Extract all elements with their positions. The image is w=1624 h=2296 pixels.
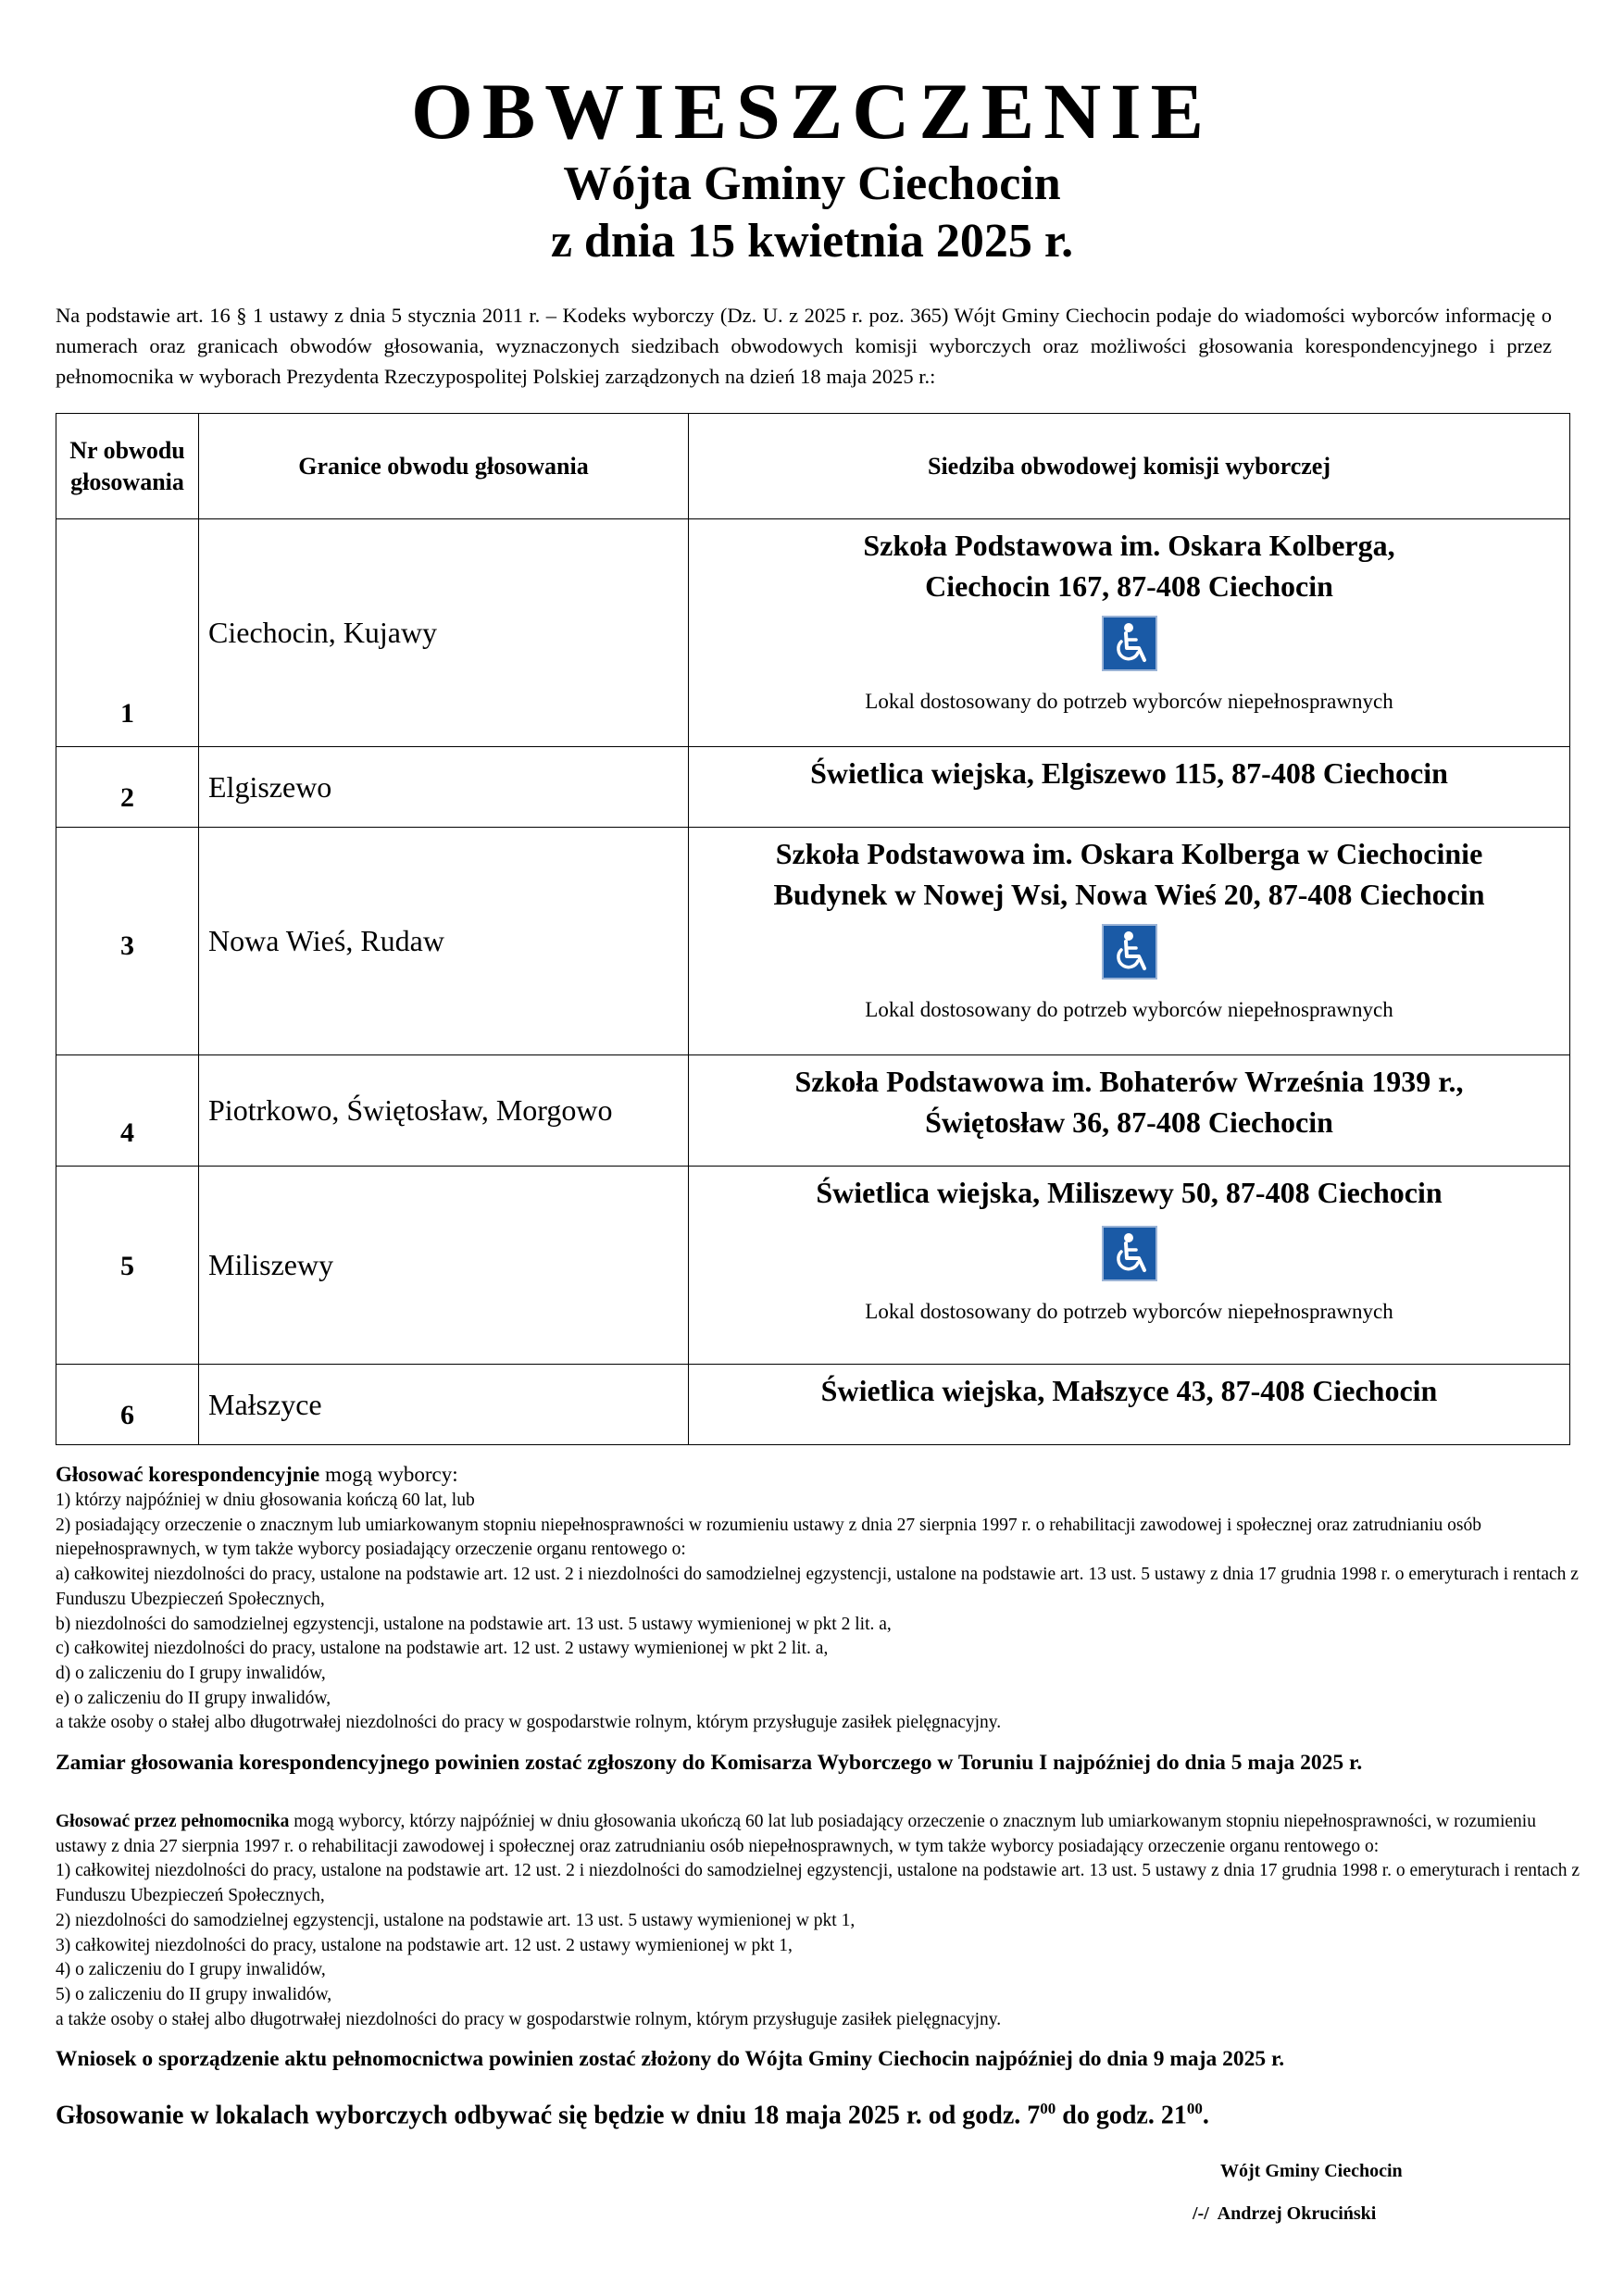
correspondence-line: 2) posiadający orzeczenie o znacznym lub umiarkowanym stopniu niepełnosprawności w rozumieniu ustawy z dnia 27 sierpnia 1997 r. o rehabilitacji zawodowej i społecznej oraz zatrudnianiu osób niepełnosprawnych, w tym także wyborcy posiadający orzeczenie organu rentowego o: <box>56 1515 1482 1560</box>
district-boundaries: Ciechocin, Kujawy <box>199 519 689 747</box>
correspondence-line: d) o zaliczeniu do I grupy inwalidów, <box>56 1663 326 1683</box>
accessibility-note: Lokal dostosowany do potrzeb wyborców niepełnosprawnych <box>865 690 1393 713</box>
district-number: 2 <box>56 747 199 828</box>
table-row <box>56 519 1570 747</box>
seat-name-line1: Szkoła Podstawowa im. Oskara Kolberga, <box>863 529 1395 562</box>
proxy-line: 1) całkowitej niezdolności do pracy, ustalone na podstawie art. 12 ust. 2 i niezdolności do samodzielnej egzystencji, ustalone na podstawie art. 13 ust. 5 ustawy z dnia 17 grudnia 1998 r. o emeryturach i rentach z Funduszu Ubezpieczeń Społecznych, <box>56 1861 1580 1906</box>
commission-seat <box>689 1365 1570 1445</box>
district-number: 4 <box>56 1055 199 1167</box>
proxy-lead: Głosować przez pełnomocnika mogą wyborcy, którzy najpóźniej w dniu głosowania ukończą 60 lat lub posiadający orzeczenie o znacznym lub umiarkowanym stopniu niepełnosprawności, w rozumieniu ustawy z dnia 27 sierpnia 1997 r. o rehabilitacji zawodowej i społecznej oraz zatrudnianiu osób niepełnosprawnych, w tym także wyborcy posiadający orzeczenie organu rentowego o: <box>56 1812 1536 1856</box>
accessibility-note: Lokal dostosowany do potrzeb wyborców niepełnosprawnych <box>865 998 1393 1021</box>
seat-name-line1: Szkoła Podstawowa im. Oskara Kolberga w Ciechocinie <box>775 837 1483 870</box>
correspondence-section <box>56 1461 1583 1776</box>
proxy-section <box>56 1810 1583 2072</box>
commission-seat <box>689 519 1570 747</box>
table-header-row <box>56 414 1570 519</box>
correspondence-line: b) niezdolności do samodzielnej egzystencji, ustalone na podstawie art. 13 ust. 5 ustawy wymienionej w pkt 2 lit. a, <box>56 1614 892 1634</box>
correspondence-line: a także osoby o stałej albo długotrwałej niezdolności do pracy w gospodarstwie rolnym, którym przysługuje zasiłek pielęgnacyjny. <box>56 1713 1002 1733</box>
correspondence-line: 1) którzy najpóźniej w dniu głosowania kończą 60 lat, lub <box>56 1491 475 1510</box>
correspondence-lead: Głosować korespondencyjnie mogą wyborcy: <box>56 1463 458 1486</box>
proxy-line: 3) całkowitej niezdolności do pracy, ustalone na podstawie art. 12 ust. 2 ustawy wymienionej w pkt 1, <box>56 1935 793 1955</box>
commission-seat <box>689 1055 1570 1167</box>
polling-districts-table <box>56 413 1570 1445</box>
seat-name-line2: Ciechocin 167, 87-408 Ciechocin <box>925 569 1333 603</box>
district-boundaries: Miliszewy <box>199 1167 689 1365</box>
header-nr-obwodu: Nr obwodu głosowania <box>56 414 199 519</box>
notice-date: z dnia 15 kwietnia 2025 r. <box>550 215 1074 268</box>
proxy-line: a także osoby o stałej albo długotrwałej niezdolności do pracy w gospodarstwie rolnym, którym przysługuje zasiłek pielęgnacyjny. <box>56 2009 1002 2029</box>
commission-seat <box>689 1167 1570 1365</box>
proxy-line: 4) o zaliczeniu do I grupy inwalidów, <box>56 1960 326 1980</box>
table-row <box>56 1365 1570 1445</box>
district-boundaries: Nowa Wieś, Rudaw <box>199 828 689 1055</box>
header-granice: Granice obwodu głosowania <box>199 414 689 519</box>
seat-name-line1: Świetlica wiejska, Elgiszewo 115, 87-408 Ciechocin <box>810 756 1448 790</box>
proxy-line: 2) niezdolności do samodzielnej egzystencji, ustalone na podstawie art. 13 ust. 5 ustawy wymienionej w pkt 1, <box>56 1910 856 1930</box>
proxy-line: 5) o zaliczeniu do II grupy inwalidów, <box>56 1984 332 2004</box>
notice-title: OBWIESZCZENIE <box>410 67 1214 156</box>
district-boundaries: Piotrkowo, Świętosław, Morgowo <box>199 1055 689 1167</box>
signature-role: Wójt Gminy Ciechocin <box>1220 2161 1403 2181</box>
seat-name-line2: Świętosław 36, 87-408 Ciechocin <box>925 1105 1333 1139</box>
seat-name-line1: Świetlica wiejska, Małszyce 43, 87-408 Ciechocin <box>820 1374 1438 1407</box>
seat-name-line1: Świetlica wiejska, Miliszewy 50, 87-408 Ciechocin <box>816 1176 1443 1209</box>
wheelchair-icon <box>1102 616 1157 671</box>
voting-hours: Głosowanie w lokalach wyborczych odbywać się będzie w dniu 18 maja 2025 r. od godz. $7^{00}$ do godz. $21^{00}$. <box>56 2100 1209 2130</box>
wheelchair-icon <box>1102 924 1157 980</box>
correspondence-line: c) całkowitej niezdolności do pracy, ustalone na podstawie art. 12 ust. 2 ustawy wymienionej w pkt 2 lit. a, <box>56 1639 829 1659</box>
correspondence-line: e) o zaliczeniu do II grupy inwalidów, <box>56 1688 331 1708</box>
correspondence-line: a) całkowitej niezdolności do pracy, ustalone na podstawie art. 12 ust. 2 i niezdolności do samodzielnej egzystencji, ustalone na podstawie art. 13 ust. 5 ustawy z dnia 17 grudnia 1998 r. o emeryturach i rentach z Funduszu Ubezpieczeń Społecznych, <box>56 1565 1579 1609</box>
notice-subtitle: Wójta Gminy Ciechocin <box>563 157 1061 210</box>
intro-paragraph: Na podstawie art. 16 § 1 ustawy z dnia 5 stycznia 2011 r. – Kodeks wyborczy (Dz. U. z 2025 r. poz. 365) Wójt Gminy Ciechocin podaje do wiadomości wyborców informację o numerach oraz granicach obwodów głosowania, wyznaczonych siedzibach obwodowych komisji wyborczych oraz możliwości głosowania korespondencyjnego i przez pełnomocnika w wyborach Prezydenta Rzeczypospolitej Polskiej zarządzonych na dzień 18 maja 2025 r.: <box>56 304 1552 388</box>
table-row <box>56 747 1570 828</box>
commission-seat <box>689 828 1570 1055</box>
commission-seat <box>689 747 1570 828</box>
district-number: 1 <box>56 519 199 747</box>
table-row <box>56 828 1570 1055</box>
correspondence-deadline: Zamiar głosowania korespondencyjnego powinien zostać zgłoszony do Komisarza Wyborczego w Toruniu I najpóźniej do dnia 5 maja 2025 r. <box>56 1751 1363 1776</box>
table-row <box>56 1167 1570 1365</box>
table-row <box>56 1055 1570 1167</box>
district-number: 5 <box>56 1167 199 1365</box>
signature-name: /-/ Andrzej Okruciński <box>1193 2203 1377 2224</box>
seat-name-line2: Budynek w Nowej Wsi, Nowa Wieś 20, 87-408 Ciechocin <box>773 878 1485 911</box>
district-number: 3 <box>56 828 199 1055</box>
district-boundaries: Elgiszewo <box>199 747 689 828</box>
header-siedziba: Siedziba obwodowej komisji wyborczej <box>689 414 1570 519</box>
seat-name-line1: Szkoła Podstawowa im. Bohaterów Września 1939 r., <box>794 1065 1464 1098</box>
district-boundaries: Małszyce <box>199 1365 689 1445</box>
proxy-deadline: Wniosek o sporządzenie aktu pełnomocnictwa powinien zostać złożony do Wójta Gminy Ciechocin najpóźniej do dnia 9 maja 2025 r. <box>56 2047 1285 2072</box>
accessibility-note: Lokal dostosowany do potrzeb wyborców niepełnosprawnych <box>865 1300 1393 1323</box>
district-number: 6 <box>56 1365 199 1445</box>
wheelchair-icon <box>1102 1226 1157 1281</box>
